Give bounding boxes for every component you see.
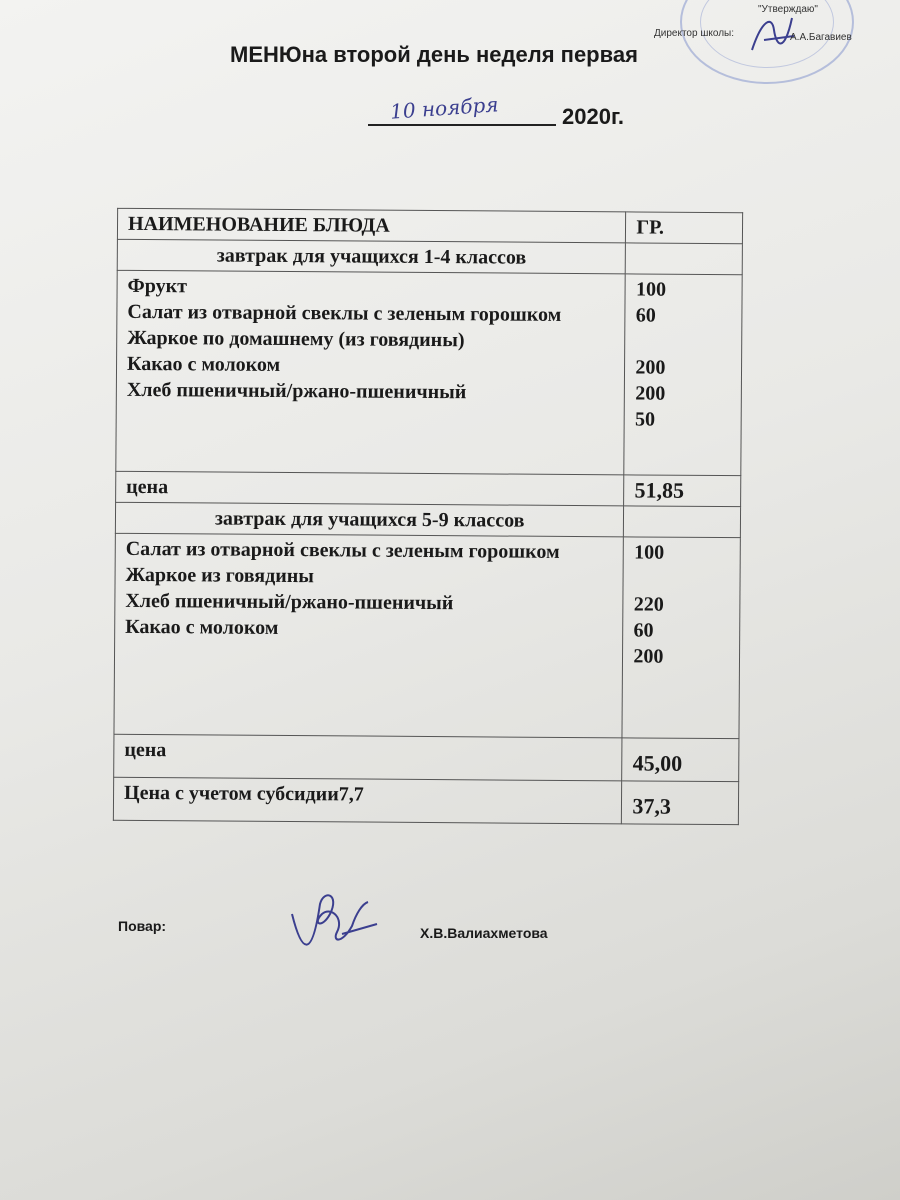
section1-items-row (116, 270, 742, 475)
list-item: Фрукт (127, 274, 188, 298)
table-header-row (117, 208, 742, 243)
handwritten-date: 10 ноября (389, 92, 500, 124)
date-year: 2020г. (562, 104, 625, 129)
section2-item-grams (622, 537, 740, 739)
section1-price: 51,85 (624, 475, 741, 507)
section1-price-label: цена (116, 471, 625, 506)
list-item: 220 (633, 593, 664, 616)
section2-price: 45,00 (622, 738, 739, 782)
header-grams: ГР. (626, 212, 743, 244)
list-item: Салат из отварной свеклы с зеленым горошком (125, 537, 560, 563)
list-item: Какао с молоком (125, 615, 279, 639)
section1-title-empty (626, 243, 743, 275)
section1-item-grams (624, 274, 742, 476)
section2-title: завтрак для учащихся 5-9 классов (115, 502, 624, 537)
section1-title: завтрак для учащихся 1-4 классов (117, 239, 626, 274)
section2-title-empty (624, 506, 741, 538)
header-dish-name: НАИМЕНОВАНИЕ БЛЮДА (117, 208, 626, 243)
cook-signature-icon (282, 884, 382, 964)
list-item: 100 (635, 278, 667, 301)
list-item: 200 (633, 645, 664, 668)
list-item: Жаркое из говядины (125, 563, 314, 588)
section2-price-label: цена (114, 734, 623, 781)
list-item: Хлеб пшеничный/ржано-пшеничный (126, 378, 467, 404)
subsidy-price: 37,3 (622, 781, 739, 825)
approval-name: А.А.Багавиев (790, 32, 852, 43)
list-item: 200 (635, 382, 666, 405)
section2-item-names (114, 533, 624, 738)
cook-name: Х.В.Валиахметова (420, 925, 548, 941)
section1-item-names (116, 270, 626, 475)
section1-price-row (116, 471, 741, 506)
list-item: 200 (635, 356, 666, 379)
approval-title: "Утверждаю" (758, 4, 818, 15)
section2-price-row (114, 734, 739, 781)
list-item: Какао с молоком (126, 352, 281, 376)
list-item: Салат из отварной свеклы с зеленым горошком (127, 300, 562, 326)
approval-role: Директор школы: (654, 28, 734, 39)
list-item: Хлеб пшеничный/ржано-пшеничый (125, 589, 454, 615)
list-item: 50 (634, 408, 656, 431)
list-item: 100 (634, 541, 665, 564)
subsidy-row (113, 777, 738, 824)
cook-label: Повар: (118, 918, 167, 934)
list-item: Жаркое по домашнему (из говядины) (127, 326, 465, 352)
page-title: МЕНЮна второй день неделя первая (230, 42, 638, 67)
menu-table (113, 208, 743, 825)
section-title-row (117, 239, 742, 274)
list-item: 60 (635, 304, 656, 327)
list-item: 60 (633, 619, 654, 642)
section2-items-row (114, 533, 740, 738)
section-title-row (115, 502, 740, 537)
subsidy-label: Цена с учетом субсидии7,7 (113, 777, 622, 824)
